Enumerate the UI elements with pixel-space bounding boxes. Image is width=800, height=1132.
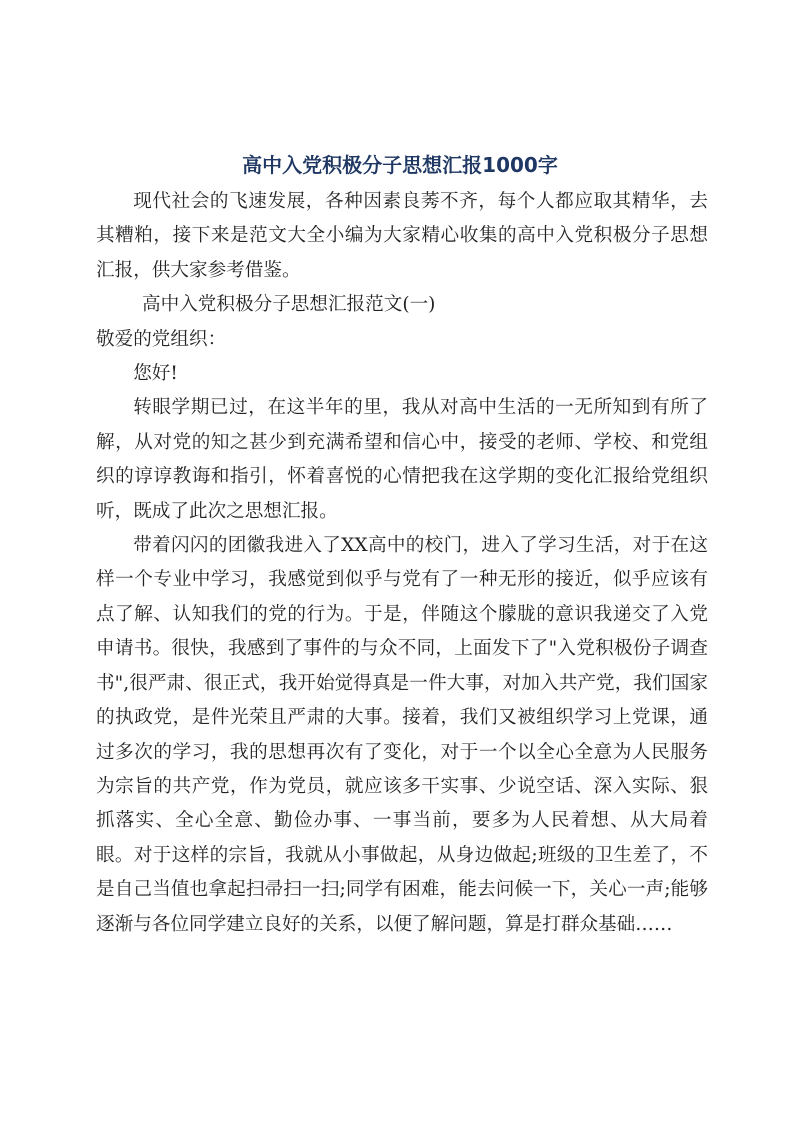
body-paragraph: 转眼学期已过，在这半年的里，我从对高中生活的一无所知到有所了解，从对党的知之甚少到充满希望和信心中，接受的老师、学校、和党组织的谆谆教诲和指引，怀着喜悦的心情把我在这学期的变化汇报给党组织听，既成了此次之思想汇报。	[96, 397, 708, 522]
salutation: 敬爱的党组织：	[96, 328, 227, 350]
document-title: 高中入党积极分子思想汇报1000字	[242, 153, 558, 177]
section-heading: 高中入党积极分子思想汇报范文(一)	[142, 294, 436, 316]
body-paragraph: 带着闪闪的团徽我进入了XX高中的校门，进入了学习生活，对于在这样一个专业中学习，我感觉到似乎与党有了一种无形的接近，似乎应该有点了解、认知我们的党的行为。于是，伴随这个朦胧的意识我递交了入党申请书。很快，我感到了事件的与众不同，上面发下了"入党积极份子调查书",很严肃、很正式，我开始觉得真是一件大事，对加入共产党，我们国家的执政党，是件光荣且严肃的大事。接着，我们又被组织学习上党课，通过多次的学习，我的思想再次有了变化，对于一个以全心全意为人民服务为宗旨的共产党，作为党员，就应该多干实事、少说空话、深入实际、狠抓落实、全心全意、勤俭办事、一事当前，要多为人民着想、从大局着眼。对于这样的宗旨，我就从小事做起，从身边做起;班级的卫生差了，不是自己当值也拿起扫帚扫一扫;同学有困难，能去问候一下，关心一声;能够逐渐与各位同学建立良好的关系，以便了解问题，算是打群众基础……	[96, 535, 708, 935]
document-body	[96, 185, 708, 942]
greeting: 您好!	[133, 363, 178, 385]
intro-paragraph: 现代社会的飞速发展，各种因素良莠不齐，每个人都应取其精华，去其糟粕，接下来是范文大全小编为大家精心收集的高中入党积极分子思想汇报，供大家参考借鉴。	[96, 191, 708, 281]
